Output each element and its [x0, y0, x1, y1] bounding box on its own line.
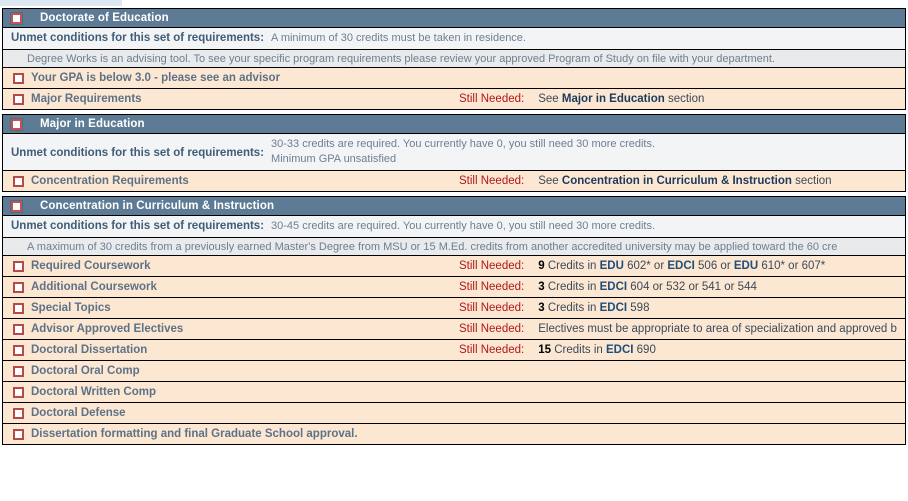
unmet-conditions-values: [271, 219, 655, 234]
requirement-label: Doctoral Defense: [31, 407, 126, 419]
requirement-row[interactable]: [3, 68, 905, 89]
still-needed-cell: [459, 302, 649, 314]
block-title: Concentration in Curriculum & Instruction: [40, 200, 275, 212]
still-needed-value: Electives must be appropriate to area of specialization and approved b: [538, 323, 897, 335]
unchecked-checkbox-icon[interactable]: [13, 387, 24, 398]
unchecked-checkbox-icon[interactable]: [11, 13, 22, 24]
requirement-label: Doctoral Dissertation: [31, 344, 148, 356]
unmet-conditions-values: [271, 137, 655, 167]
unmet-conditions-row: [3, 134, 905, 171]
requirement-label: Dissertation formatting and final Graduate School approval.: [31, 428, 358, 440]
requirement-block: [2, 196, 906, 445]
top-accent-strip: [0, 0, 122, 6]
unmet-condition-text: Minimum GPA unsatisfied: [271, 153, 397, 165]
unmet-condition-text: 30-33 credits are required. You currently have 0, you still need 30 more credits.: [271, 138, 656, 150]
unchecked-checkbox-icon[interactable]: [13, 303, 24, 314]
unmet-conditions-row: [3, 216, 905, 238]
requirement-row[interactable]: [3, 171, 905, 192]
requirement-row[interactable]: [3, 298, 905, 319]
still-needed-label: Still Needed:: [459, 281, 525, 293]
unchecked-checkbox-icon[interactable]: [13, 324, 24, 335]
still-needed-cell: [459, 260, 825, 272]
advice-text-row: Degree Works is an advising tool. To see your specific program requirements please review your approved Program of Study on file with your department.: [3, 50, 905, 68]
unmet-conditions-values: [271, 31, 526, 46]
requirement-label: Concentration Requirements: [31, 175, 189, 187]
still-needed-cell: [459, 281, 757, 293]
unchecked-checkbox-icon[interactable]: [11, 201, 22, 212]
unchecked-checkbox-icon[interactable]: [13, 73, 24, 84]
requirement-row[interactable]: [3, 403, 905, 424]
block-header[interactable]: [3, 115, 905, 134]
requirement-label: Doctoral Written Comp: [31, 386, 157, 398]
still-needed-value: 15 Credits in EDCI 690: [538, 344, 656, 356]
requirement-row[interactable]: [3, 89, 905, 110]
requirement-label: Required Coursework: [31, 260, 151, 272]
requirement-row[interactable]: [3, 256, 905, 277]
requirement-label: Advisor Approved Electives: [31, 323, 184, 335]
block-title: Major in Education: [40, 118, 145, 130]
still-needed-label: Still Needed:: [459, 302, 525, 314]
requirement-row[interactable]: [3, 340, 905, 361]
unchecked-checkbox-icon[interactable]: [13, 429, 24, 440]
still-needed-value: 9 Credits in EDU 602* or EDCI 506 or EDU 610* or 607*: [538, 260, 826, 272]
unchecked-checkbox-icon[interactable]: [11, 119, 22, 130]
requirement-row[interactable]: [3, 424, 905, 445]
still-needed-label: Still Needed:: [459, 93, 525, 105]
requirement-label: Special Topics: [31, 302, 111, 314]
unchecked-checkbox-icon[interactable]: [13, 261, 24, 272]
requirement-block: [2, 114, 906, 192]
unmet-conditions-row: [3, 28, 905, 50]
requirement-row[interactable]: [3, 361, 905, 382]
block-header[interactable]: [3, 197, 905, 216]
requirement-label: Major Requirements: [31, 93, 142, 105]
still-needed-cell: [459, 323, 897, 335]
requirement-row[interactable]: [3, 382, 905, 403]
requirement-label: Doctoral Oral Comp: [31, 365, 140, 377]
unmet-condition-text: A minimum of 30 credits must be taken in residence.: [271, 32, 526, 44]
still-needed-value: See Concentration in Curriculum & Instruction section: [538, 175, 832, 187]
still-needed-value: See Major in Education section: [538, 93, 705, 105]
unmet-condition-text: 30-45 credits are required. You currently have 0, you still need 30 more credits.: [271, 220, 656, 232]
unmet-conditions-label: Unmet conditions for this set of requirements:: [11, 220, 265, 232]
requirement-row[interactable]: [3, 277, 905, 298]
advice-text-row: A maximum of 30 credits from a previously earned Master's Degree from MSU or 15 M.Ed. credits from another accredited university may be applied toward the 60 cre: [3, 238, 905, 256]
block-title: Doctorate of Education: [40, 12, 169, 24]
requirement-row[interactable]: [3, 319, 905, 340]
unchecked-checkbox-icon[interactable]: [13, 176, 24, 187]
still-needed-label: Still Needed:: [459, 323, 525, 335]
requirement-label: Additional Coursework: [31, 281, 157, 293]
still-needed-label: Still Needed:: [459, 175, 525, 187]
block-header[interactable]: [3, 9, 905, 28]
unchecked-checkbox-icon[interactable]: [13, 408, 24, 419]
unchecked-checkbox-icon[interactable]: [13, 282, 24, 293]
requirement-label: Your GPA is below 3.0 - please see an advisor: [31, 72, 281, 84]
unchecked-checkbox-icon[interactable]: [13, 345, 24, 356]
still-needed-label: Still Needed:: [459, 344, 525, 356]
unmet-conditions-label: Unmet conditions for this set of requirements:: [11, 32, 265, 44]
still-needed-cell: [459, 93, 704, 105]
unchecked-checkbox-icon[interactable]: [13, 366, 24, 377]
unchecked-checkbox-icon[interactable]: [13, 94, 24, 105]
unmet-conditions-label: Unmet conditions for this set of requirements:: [11, 146, 265, 159]
degree-audit-blocks: [2, 8, 906, 445]
requirement-block: [2, 8, 906, 110]
still-needed-value: 3 Credits in EDCI 598: [538, 302, 650, 314]
still-needed-cell: [459, 344, 656, 356]
still-needed-label: Still Needed:: [459, 260, 525, 272]
still-needed-value: 3 Credits in EDCI 604 or 532 or 541 or 544: [538, 281, 757, 293]
still-needed-cell: [459, 175, 832, 187]
